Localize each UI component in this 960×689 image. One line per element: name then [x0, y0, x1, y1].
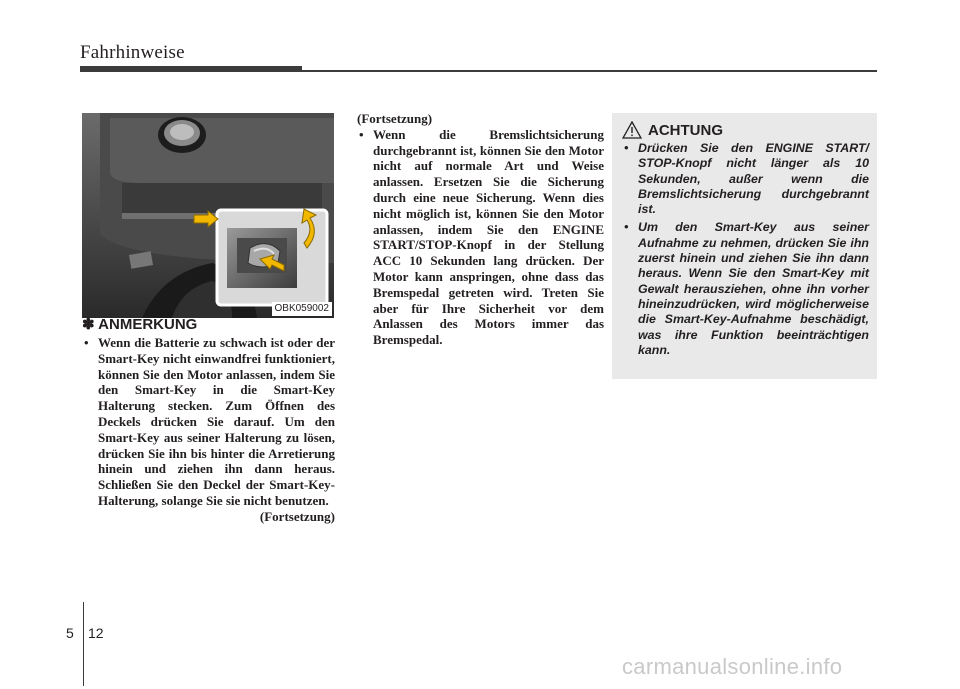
header-rule-thin: [302, 70, 877, 72]
note-body: [82, 335, 335, 525]
caution-item-text: Um den Smart-Key aus seiner Aufnahme zu nehmen, drücken Sie ihn zuerst hinein und ziehen Sie ihn dann heraus. Wenn Sie den Smart-Key mit Gewalt herausziehen, ohne ihn vorher hineinzudrücken, wird möglicherweise die Smart-Key-Aufnahme beschädigt, was ihre Funktion beeinträchtigen kann.: [638, 220, 869, 357]
smart-key-holder-illustration: [82, 113, 334, 318]
note-bullet-item: [82, 335, 335, 509]
continued-from-label: (Fortsetzung): [357, 111, 433, 126]
warning-triangle-icon: [622, 121, 642, 139]
bullet-dot: •: [84, 335, 89, 350]
footer-divider: [83, 602, 84, 686]
bullet-dot: •: [624, 141, 629, 155]
smart-key-holder-figure: [82, 113, 334, 318]
bullet-dot: •: [359, 126, 364, 142]
header-rule-thick: [80, 66, 302, 72]
caution-item-text: Drücken Sie den ENGINE START/ STOP-Knopf nicht länger als 10 Sekunden, außer wenn die Bremslichtsicherung durchgebrannt ist.: [638, 141, 869, 217]
caution-item: [622, 141, 869, 217]
continued-label: (Fortsetzung): [259, 508, 335, 524]
caution-item: [622, 220, 869, 358]
caution-list: [622, 141, 869, 361]
caution-header: [622, 121, 723, 139]
column2-body: [357, 111, 604, 348]
note-heading: ✽ ANMERKUNG: [82, 316, 198, 333]
page-header-title: Fahrhinweise: [80, 42, 185, 63]
page-section-number: 5: [66, 625, 74, 641]
caution-heading: ACHTUNG: [648, 121, 723, 139]
caution-box: [612, 113, 877, 379]
page-number: 12: [88, 625, 104, 641]
note-text: Wenn die Batterie zu schwach ist oder der Smart-Key nicht einwandfrei funktioniert, können Sie den Motor anlassen, indem Sie den Smart-Key in die Smart-Key Halterung stecken. Zum Öffnen des Deckels drücken Sie darauf. Um den Smart-Key aus seiner Halterung zu lösen, drücken Sie ihn bis hinter die Arretierung hinein und ziehen ihn dann heraus. Schließen Sie den Deckel der Smart-Key-Halterung, solange Sie sie nicht benutzen.: [98, 335, 335, 508]
figure-caption: OBK059002: [272, 302, 333, 316]
column2-text: Wenn die Bremslichtsicherung durchgebrannt ist, können Sie den Motor nicht auf normale Art und Weise anlassen. Ersetzen Sie die Sicherung durch eine neue Sicherung. Wenn dies nicht möglich ist, können Sie den Motor anlassen, indem Sie den ENGINE START/STOP-Knopf in der Stellung ACC 10 Sekunden lang drücken. Der Motor kann anspringen, ohne dass das Bremspedal getreten wird. Treten Sie aber für Ihre Sicherheit vor dem Anlassen des Motors immer das Bremspedal.: [373, 126, 604, 348]
bullet-dot: •: [624, 220, 629, 235]
watermark: carmanualsonline.info: [622, 654, 843, 679]
column2-bullet-item: [357, 127, 604, 348]
